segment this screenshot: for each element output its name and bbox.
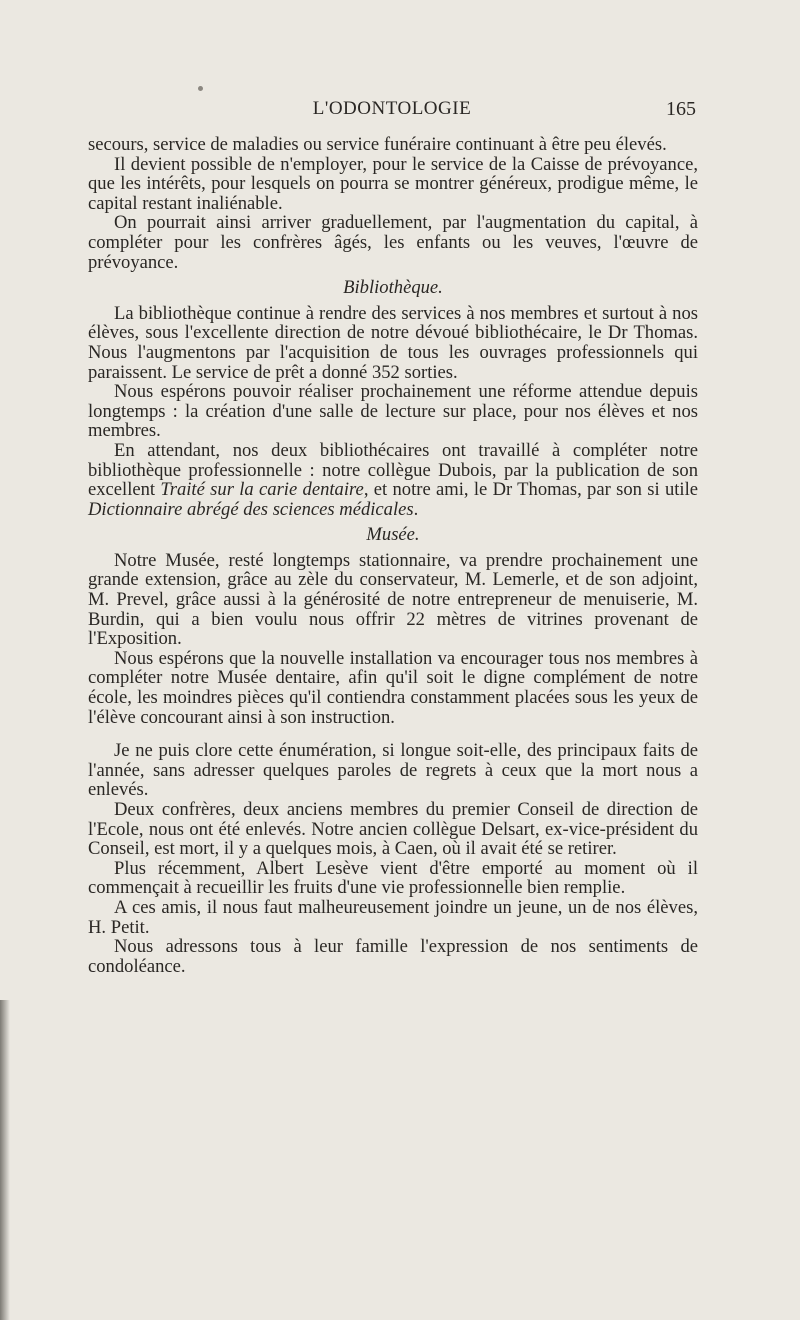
page-edge-shadow [0,1000,10,1320]
paragraph: On pourrait ainsi arriver graduellement, par l'augmentation du capital, à compléter pour les confrères âgés, les enfants ou les veuves, l'œuvre de prévoyance. [88,212,698,273]
running-head: L'ODONTOLOGIE [312,98,472,119]
section-heading-musee: Musée. [366,524,420,546]
paragraph: La bibliothèque continue à rendre des services à nos membres et surtout à nos élèves, sous l'excellente direction de notre dévoué bibliothécaire, le Dr Thomas. Nous l'augmentons par l'acquisition de tous les ouvrages professionnels qui paraissent. Le service de prêt a donné 352 sorties. [88,302,698,383]
book-title: Dictionnaire abrégé des sciences médicales [88,498,414,520]
book-title: Traité sur la carie dentaire [160,479,364,501]
paragraph: Je ne puis clore cette énumération, si longue soit-elle, des principaux faits de l'année, sans adresser quelques paroles de regrets à ceux que la mort nous a enlevés. [88,740,698,801]
paragraph: Plus récemment, Albert Lesève vient d'être emporté au moment où il commençait à recueillir les fruits d'une vie professionnelle bien remplie. [88,857,698,899]
paragraph: Nous espérons pouvoir réaliser prochainement une réforme attendue depuis longtemps : la création d'une salle de lecture sur place, pour nos élèves et nos membres. [88,381,698,442]
paragraph: A ces amis, il nous faut malheureusement joindre un jeune, un de nos élèves, H. Petit. [88,896,698,938]
paragraph: Nous espérons que la nouvelle installation va encourager tous nos membres à compléter notre Musée dentaire, afin qu'il soit le digne complément de notre école, les moindres pièces qu'il contiendra constamment placées sous les yeux de l'élève concourant ainsi à son instruction. [88,647,698,728]
body-text [88,135,698,976]
paragraph: Il devient possible de n'employer, pour le service de la Caisse de prévoyance, que les intérêts, pour lesquels on pourra se montrer généreux, prodigue même, le capital restant inaliénable. [88,153,698,214]
text-run: , et notre ami, le Dr Thomas, par son si utile [363,479,698,501]
paragraph: Deux confrères, deux anciens membres du premier Conseil de direction de l'Ecole, nous ont été enlevés. Notre ancien collègue Delsart, ex-vice-président du Conseil, est mort, il y a quelques mois, à Caen, où il avait été se retirer. [88,799,698,860]
paragraph-gap [88,727,698,741]
paragraph: secours, service de maladies ou service funéraire continuant à être peu élevés. [88,134,667,155]
paper-speck [198,86,203,91]
text-run: . [413,498,419,520]
paragraph: Nous adressons tous à leur famille l'expression de nos sentiments de condoléance. [88,936,698,977]
page-header [88,98,696,128]
paragraph [88,441,698,519]
text-run: En attendant, nos deux bibliothécaires ont travaillé à compléter notre bibliothèque professionnelle : notre collègue Dubois, par la publication de son excellent [88,439,698,501]
paragraph: Notre Musée, resté longtemps stationnaire, va prendre prochainement une grande extension, grâce au zèle du conservateur, M. Lemerle, et de son adjoint, M. Prevel, grâce aussi à la générosité de notre entrepreneur de menuiserie, M. Burdin, qui a bien voulu nous offrir 22 mètres de vitrines provenant de l'Exposition. [88,549,698,650]
section-heading-bibliotheque: Bibliothèque. [343,277,443,299]
page-number: 165 [666,98,696,120]
